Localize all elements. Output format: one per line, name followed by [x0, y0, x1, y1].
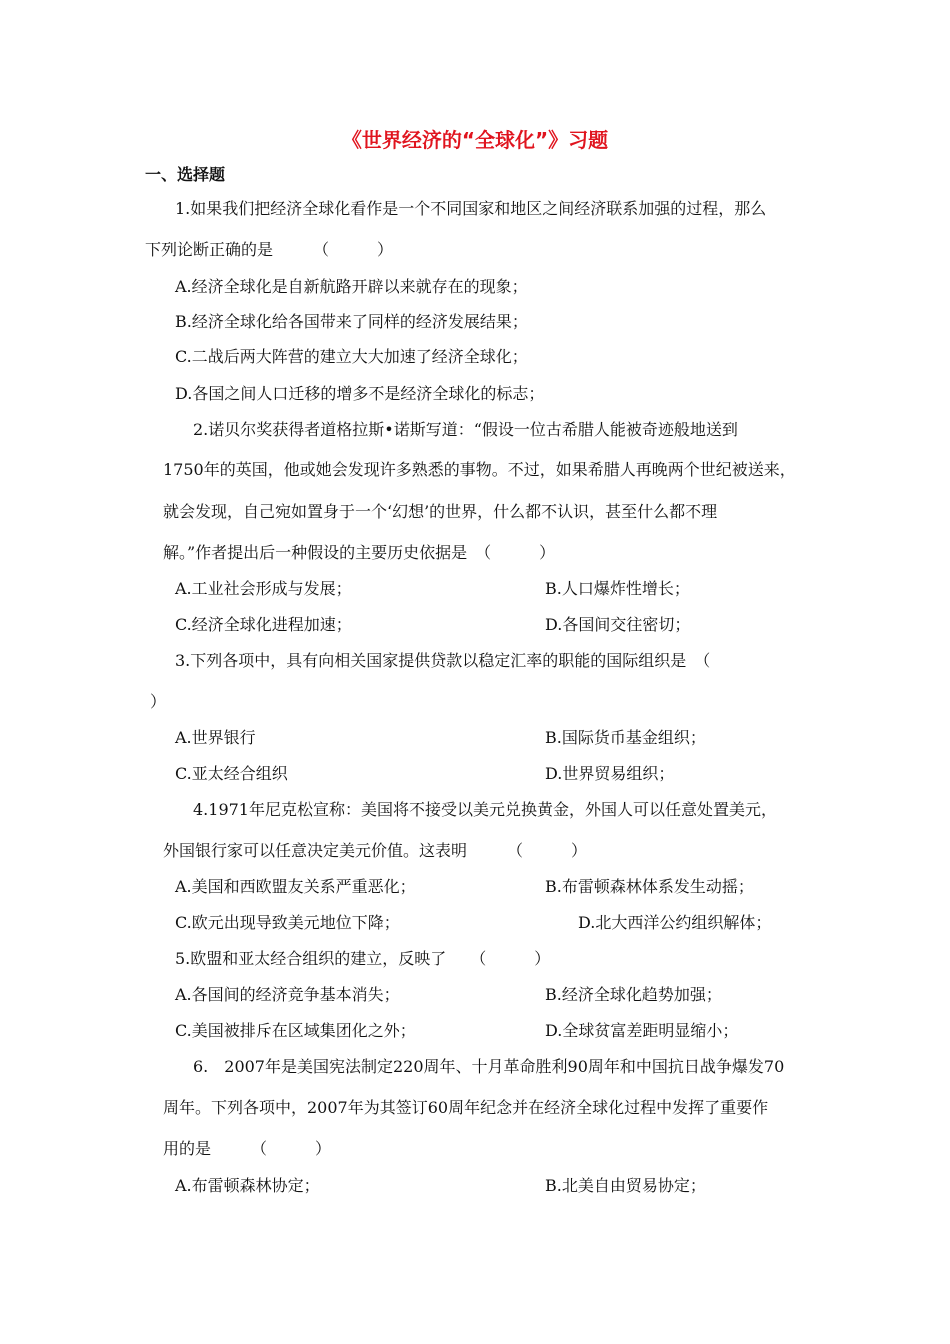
q6-option-b: B.北美自由贸易协定； [545, 1176, 706, 1195]
q6-stem-line1: 6. 2007年是美国宪法制定220周年、十月革命胜利90周年和中国抗日战争爆发70 [193, 1057, 785, 1076]
q2-stem-line2: 1750年的英国，他或她会发现许多熟悉的事物。不过，如果希腊人再晚两个世纪被送来， [163, 460, 796, 479]
q5-option-a: A.各国间的经济竞争基本消失； [175, 985, 400, 1004]
q3-stem-line1: 3.下列各项中，具有向相关国家提供贷款以稳定汇率的职能的国际组织是 （ [175, 651, 711, 670]
q4-option-c: C.欧元出现导致美元地位下降； [175, 913, 400, 932]
q1-option-d: D.各国之间人口迁移的增多不是经济全球化的标志； [175, 384, 545, 403]
q1-stem-line1: 1.如果我们把经济全球化看作是一个不同国家和地区之间经济联系加强的过程，那么 [175, 199, 767, 218]
q3-option-a: A.世界银行 [175, 728, 256, 747]
q4-option-d: D.北大西洋公约组织解体； [578, 913, 772, 932]
q2-option-a: A.工业社会形成与发展； [175, 579, 352, 598]
q2-stem-line3: 就会发现，自己宛如置身于一个‘幻想’的世界，什么都不认识，甚至什么都不理 [163, 502, 718, 521]
q4-stem-line2: 外国银行家可以任意决定美元价值。这表明 （ ） [163, 841, 588, 860]
q6-option-a: A.布雷顿森林协定； [175, 1176, 320, 1195]
q5-option-b: B.经济全球化趋势加强； [545, 985, 722, 1004]
q3-option-b: B.国际货币基金组织； [545, 728, 706, 747]
q4-option-b: B.布雷顿森林体系发生动摇； [545, 877, 754, 896]
q6-stem-line3: 用的是 （ ） [163, 1139, 332, 1158]
q1-option-a: A.经济全球化是自新航路开辟以来就存在的现象； [175, 277, 528, 296]
q5-stem-line1: 5.欧盟和亚太经合组织的建立，反映了 （ ） [175, 949, 551, 968]
q4-stem-line1: 4.1971年尼克松宣称：美国将不接受以美元兑换黄金，外国人可以任意处置美元， [193, 800, 777, 819]
section-heading: 一、选择题 [145, 165, 226, 184]
q1-option-b: B.经济全球化给各国带来了同样的经济发展结果； [175, 312, 528, 331]
document-title: 《世界经济的“全球化”》习题 [341, 128, 609, 152]
q2-stem-line4: 解。”作者提出后一种假设的主要历史依据是 （ ） [163, 543, 556, 562]
q3-stem-line2: ） [150, 692, 167, 711]
q3-option-c: C.亚太经合组织 [175, 764, 288, 783]
q4-option-a: A.美国和西欧盟友关系严重恶化； [175, 877, 416, 896]
q5-option-c: C.美国被排斥在区域集团化之外； [175, 1021, 416, 1040]
q3-option-d: D.世界贸易组织； [545, 764, 675, 783]
q1-stem-line2: 下列论断正确的是 （ ） [145, 240, 394, 259]
q1-option-c: C.二战后两大阵营的建立大大加速了经济全球化； [175, 347, 528, 366]
q2-stem-line1: 2.诺贝尔奖获得者道格拉斯•诺斯写道：“假设一位古希腊人能被奇迹般地送到 [193, 420, 738, 439]
q6-stem-line2: 周年。下列各项中，2007年为其签订60周年纪念并在经济全球化过程中发挥了重要作 [163, 1098, 769, 1117]
q2-option-d: D.各国间交往密切； [545, 615, 691, 634]
q2-option-c: C.经济全球化进程加速； [175, 615, 352, 634]
q2-option-b: B.人口爆炸性增长； [545, 579, 690, 598]
q5-option-d: D.全球贫富差距明显缩小； [545, 1021, 739, 1040]
